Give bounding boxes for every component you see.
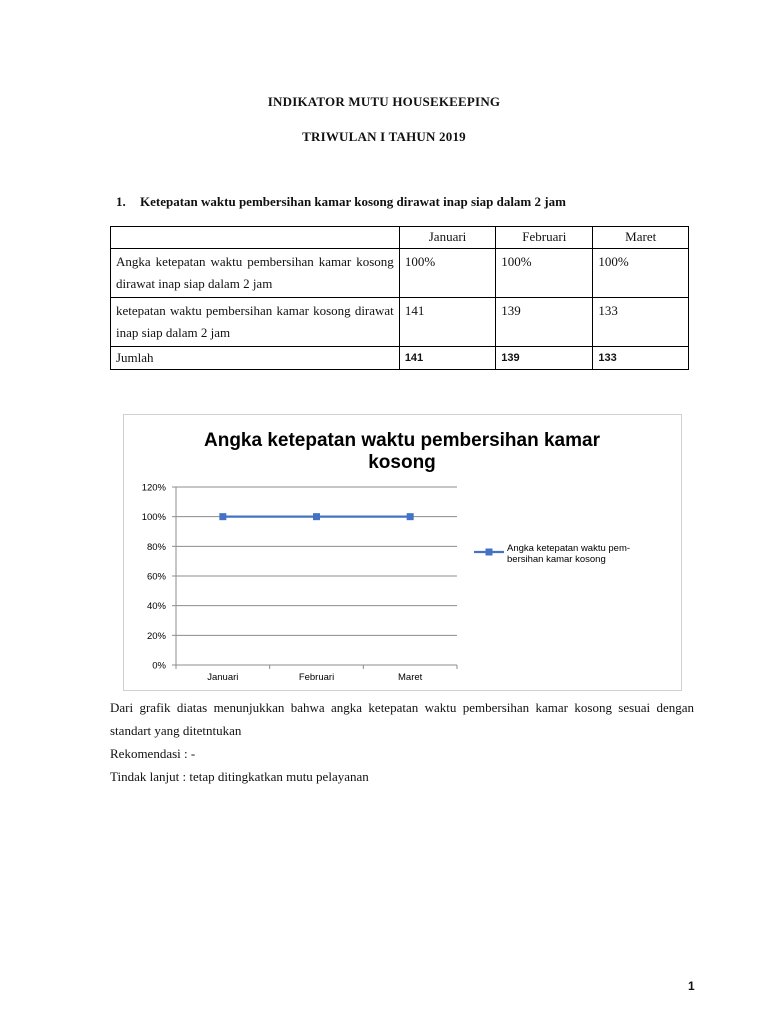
table-cell: 141 <box>399 347 495 370</box>
page-number: 1 <box>688 979 695 993</box>
table-row <box>111 298 689 347</box>
table-header-maret: Maret <box>593 227 689 249</box>
row-label: Jumlah <box>111 347 400 370</box>
recommendation-text: Rekomendasi : - <box>110 746 196 761</box>
section-number: 1. <box>116 194 126 209</box>
table-row <box>111 249 689 298</box>
chart-title: kosong <box>368 452 436 473</box>
y-tick-label: 120% <box>141 482 166 494</box>
table-cell: 133 <box>593 347 689 370</box>
section-heading <box>116 194 566 210</box>
legend-label: Angka ketepatan waktu pem- <box>507 543 631 554</box>
y-tick-label: 100% <box>141 512 166 524</box>
table-cell: 100% <box>593 249 689 298</box>
y-tick-label: 0% <box>152 660 166 672</box>
conclusion-paragraph: Dari grafik diatas menunjukkan bahwa angka ketepatan waktu pembersihan kamar kosong sesuai dengan standart yang ditetntukan <box>110 700 694 738</box>
table-cell: 141 <box>399 298 495 347</box>
data-point <box>407 513 414 520</box>
x-tick-label: Januari <box>207 672 239 683</box>
table-cell: 139 <box>496 298 593 347</box>
table-cell: 100% <box>399 249 495 298</box>
y-tick-label: 40% <box>146 601 166 613</box>
table-total-row <box>111 347 689 370</box>
table-cell: 100% <box>496 249 593 298</box>
x-tick-label: Februari <box>298 672 335 683</box>
table-cell: 139 <box>496 347 593 370</box>
table-header-row <box>111 227 689 249</box>
document-subtitle: TRIWULAN I TAHUN 2019 <box>302 129 466 144</box>
row-label: ketepatan waktu pembersihan kamar kosong dirawat inap siap dalam 2 jam <box>111 298 400 347</box>
line-chart <box>123 414 682 691</box>
document-title: INDIKATOR MUTU HOUSEKEEPING <box>267 94 501 109</box>
x-tick-label: Maret <box>398 672 423 683</box>
indicator-table <box>110 226 689 370</box>
row-label: Angka ketepatan waktu pembersihan kamar kosong dirawat inap siap dalam 2 jam <box>111 249 400 298</box>
y-tick-label: 80% <box>146 541 166 553</box>
table-cell: 133 <box>593 298 689 347</box>
legend-label: bersihan kamar kosong <box>507 554 606 565</box>
table-header-februari: Februari <box>496 227 593 249</box>
y-tick-label: 60% <box>146 571 166 583</box>
section-heading-text: Ketepatan waktu pembersihan kamar kosong dirawat inap siap dalam 2 jam <box>140 194 566 209</box>
table-header-januari: Januari <box>399 227 495 249</box>
follow-up-text: Tindak lanjut : tetap ditingkatkan mutu pelayanan <box>110 769 369 784</box>
y-tick-label: 20% <box>146 630 166 642</box>
chart-title: Angka ketepatan waktu pembersihan kamar <box>204 430 600 451</box>
data-point <box>219 513 226 520</box>
chart-canvas <box>124 415 681 690</box>
table-header-empty <box>111 227 400 249</box>
data-point <box>313 513 320 520</box>
legend-marker <box>486 549 493 556</box>
